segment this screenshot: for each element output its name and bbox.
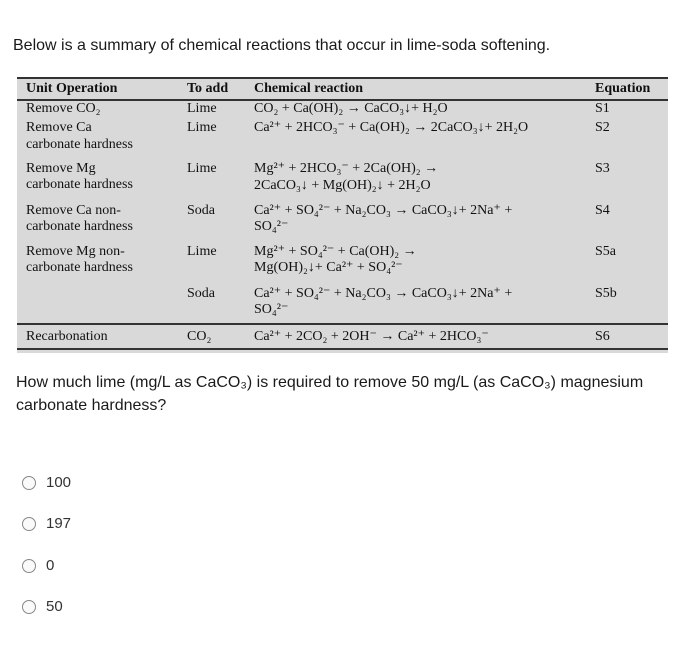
row-6-reaction-line2: SO₄²⁻ — [254, 302, 289, 317]
row-4-unit-line1: Remove Ca non- — [26, 203, 121, 218]
row-5-add: Lime — [187, 244, 217, 259]
row-2-eq: S2 — [595, 120, 610, 135]
option-label: 197 — [46, 515, 72, 532]
row-4-add: Soda — [187, 203, 215, 218]
row-4-unit-line2: carbonate hardness — [26, 219, 133, 234]
row-3-reaction-line1: Mg²⁺ + 2HCO₃⁻ + 2Ca(OH)₂ → — [254, 161, 439, 176]
row-7-reaction: Ca²⁺ + 2CO₂ + 2OH⁻ → Ca²⁺ + 2HCO₃⁻ — [254, 329, 489, 344]
intro-text: Below is a summary of chemical reactions that occur in lime-soda softening. — [13, 37, 551, 54]
row-4-reaction-line1: Ca²⁺ + SO₄²⁻ + Na₂CO₃ → CaCO₃↓+ 2Na⁺ + — [254, 203, 513, 218]
row-3-add: Lime — [187, 161, 217, 176]
row-3-unit-line1: Remove Mg — [26, 161, 96, 176]
header-equation: Equation — [595, 81, 651, 96]
option-label: 50 — [46, 598, 63, 615]
table-rule-middle — [17, 323, 668, 325]
option-2[interactable] — [22, 515, 71, 532]
option-1[interactable] — [22, 474, 71, 491]
row-2-add: Lime — [187, 120, 217, 135]
option-4[interactable] — [22, 598, 63, 615]
row-1-add: Lime — [187, 101, 217, 116]
row-1-reaction: CO₂ + Ca(OH)₂ → CaCO₃↓+ H₂O — [254, 101, 448, 116]
row-1-eq: S1 — [595, 101, 610, 116]
row-4-reaction-line2: SO₄²⁻ — [254, 219, 289, 234]
row-5-eq: S5a — [595, 244, 616, 259]
header-unit-operation: Unit Operation — [26, 81, 118, 96]
row-7-unit: Recarbonation — [26, 329, 108, 344]
row-5-reaction-line1: Mg²⁺ + SO₄²⁻ + Ca(OH)₂ → — [254, 244, 417, 259]
radio-button[interactable] — [22, 517, 36, 531]
row-6-eq: S5b — [595, 286, 617, 301]
row-7-add: CO₂ — [187, 329, 212, 344]
radio-button[interactable] — [22, 476, 36, 490]
header-chemical-reaction: Chemical reaction — [254, 81, 363, 96]
row-5-unit-line2: carbonate hardness — [26, 260, 133, 275]
option-3[interactable] — [22, 557, 54, 574]
row-6-add: Soda — [187, 286, 215, 301]
option-label: 0 — [46, 557, 55, 574]
reactions-table — [17, 77, 668, 353]
row-5-reaction-line2: Mg(OH)₂↓+ Ca²⁺ + SO₄²⁻ — [254, 260, 403, 275]
radio-button[interactable] — [22, 600, 36, 614]
option-label: 100 — [46, 474, 72, 491]
row-2-reaction: Ca²⁺ + 2HCO₃⁻ + Ca(OH)₂ → 2CaCO₃↓+ 2H₂O — [254, 120, 529, 135]
row-5-unit-line1: Remove Mg non- — [26, 244, 125, 259]
row-4-eq: S4 — [595, 203, 610, 218]
row-2-unit-line1: Remove Ca — [26, 120, 92, 135]
row-3-reaction-line2: 2CaCO₃↓ + Mg(OH)₂↓ + 2H₂O — [254, 178, 431, 193]
row-7-eq: S6 — [595, 329, 610, 344]
table-rule-bottom — [17, 348, 668, 350]
row-3-eq: S3 — [595, 161, 610, 176]
row-2-unit-line2: carbonate hardness — [26, 137, 133, 152]
row-1-unit: Remove CO₂ — [26, 101, 101, 116]
radio-button[interactable] — [22, 559, 36, 573]
header-to-add: To add — [187, 81, 229, 96]
row-3-unit-line2: carbonate hardness — [26, 177, 133, 192]
question-text: How much lime (mg/L as CaCO₃) is required to remove 50 mg/L (as CaCO₃) magnesium carbonate hardness? — [16, 374, 644, 414]
table-rule-top — [17, 77, 668, 79]
row-6-reaction-line1: Ca²⁺ + SO₄²⁻ + Na₂CO₃ → CaCO₃↓+ 2Na⁺ + — [254, 286, 513, 301]
